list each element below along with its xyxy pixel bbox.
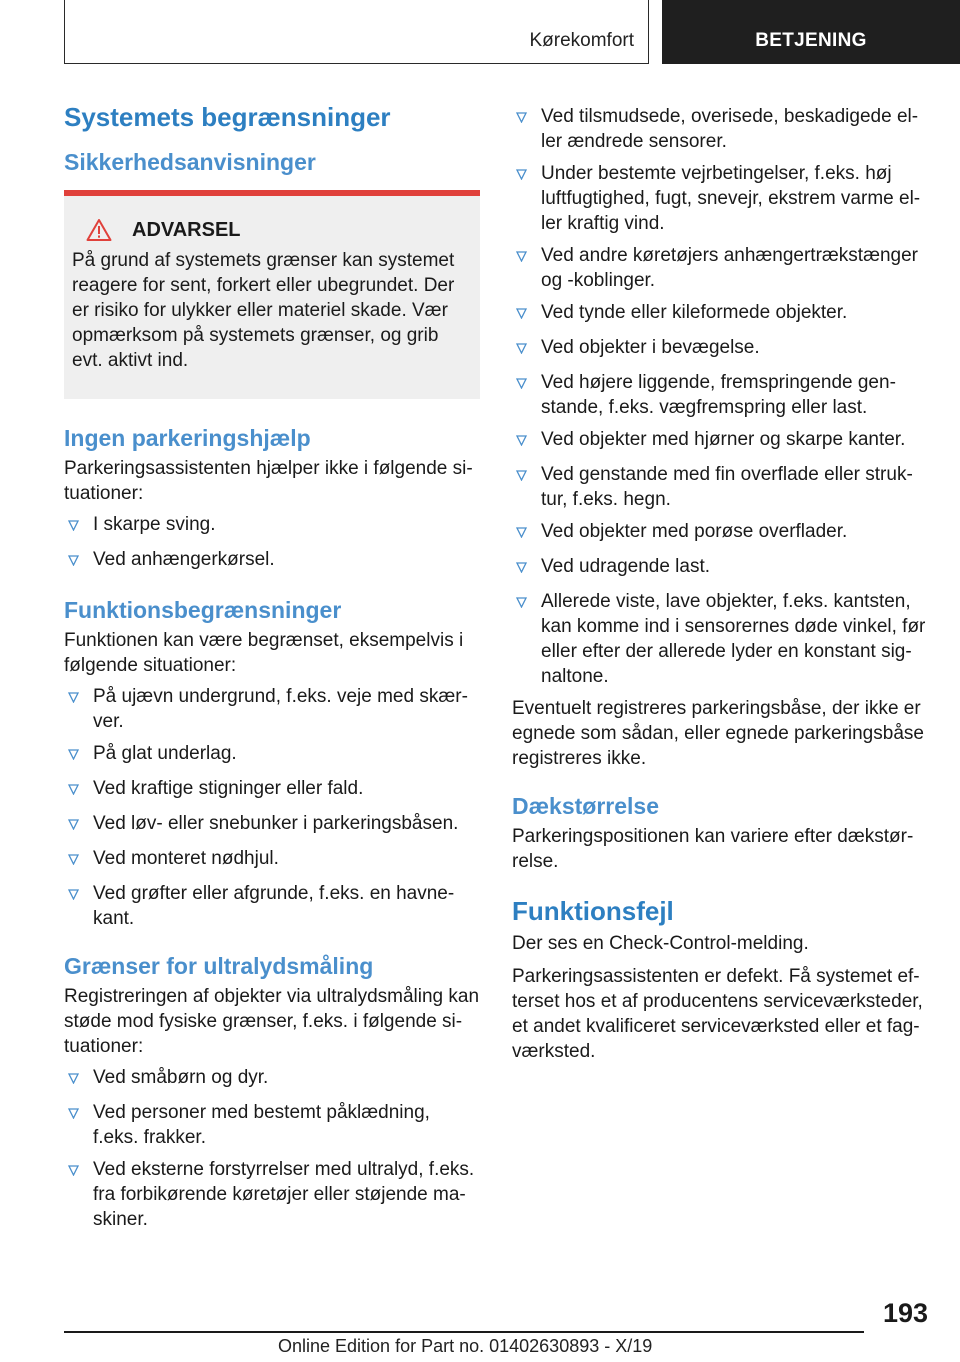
header-section: Kørekomfort (529, 30, 634, 51)
footer-divider (64, 1331, 864, 1333)
list-item (512, 161, 928, 236)
fault-text-1: Der ses en Check-Control-melding. (512, 933, 809, 954)
list-item (512, 335, 928, 363)
list-item (512, 462, 928, 512)
list-item (512, 427, 928, 455)
list-triangle-icon (512, 589, 541, 689)
list-triangle-icon (64, 1157, 93, 1232)
list-triangle-icon (64, 776, 93, 804)
no-parking-intro: Parkeringsassistenten hjælper ikke i følgende situationer: (64, 458, 473, 504)
heading-ultrasound: Grænser for ultralydsmåling (64, 953, 374, 979)
list-item (512, 370, 928, 420)
list-item-text: Ved genstande med fin overflade eller struktur, f.eks. hegn. (541, 464, 913, 510)
limits-list (64, 684, 480, 931)
list-item (64, 846, 480, 874)
list-triangle-icon (64, 1100, 93, 1150)
list-triangle-icon (64, 1065, 93, 1093)
list-item-text: Ved objekter i bevægelse. (541, 337, 760, 358)
list-item (512, 589, 928, 689)
list-triangle-icon (512, 243, 541, 293)
ultrasound-list (64, 1065, 480, 1232)
list-item (64, 881, 480, 931)
list-item (64, 512, 480, 540)
list-item-text: Under bestemte vejrbetingelser, f.eks. høj luftfugtighed, fugt, snevejr, ekstrem varme eller kraftig vind. (541, 163, 921, 234)
list-triangle-icon (64, 846, 93, 874)
list-item (512, 104, 928, 154)
heading-limits: Funktionsbegrænsninger (64, 597, 342, 623)
list-item (512, 519, 928, 547)
after-list-text: Eventuelt registreres parkeringsbåse, der ikke er egnede som sådan, eller egnede parkeringsbåse registreres ikke. (512, 698, 924, 769)
limits-intro: Funktionen kan være begrænset, eksempelvis i følgende situationer: (64, 630, 464, 676)
list-item (512, 300, 928, 328)
list-item (512, 243, 928, 293)
list-item-text: Ved andre køretøjers anhængertrækstænger og -koblinger. (541, 245, 919, 291)
no-parking-list (64, 512, 480, 575)
right-column (512, 100, 928, 1070)
left-column (64, 100, 480, 1239)
list-triangle-icon (64, 684, 93, 734)
list-item (64, 684, 480, 734)
list-triangle-icon (512, 335, 541, 363)
list-item (64, 1100, 480, 1150)
heading-tyre-size: Dækstørrelse (512, 793, 660, 819)
list-item-text: Ved småbørn og dyr. (93, 1067, 269, 1088)
page-title: Systemets begrænsninger (64, 102, 391, 132)
list-item-text: Ved objekter med hjørner og skarpe kanter. (541, 429, 906, 450)
list-item-text: Ved kraftige stigninger eller fald. (93, 778, 364, 799)
tyre-size-text: Parkeringspositionen kan variere efter dækstørrelse. (512, 826, 914, 872)
footer-edition: Online Edition for Part no. 01402630893 - X/19 (278, 1336, 653, 1356)
list-item-text: Ved løv- eller snebunker i parkeringsbåsen. (93, 813, 459, 834)
page-number: 193 (882, 1298, 928, 1328)
list-item-text: Ved monteret nødhjul. (93, 848, 279, 869)
list-item-text: Ved personer med bestemt påklædning, f.eks. frakker. (93, 1102, 430, 1148)
list-triangle-icon (64, 741, 93, 769)
list-item (64, 1065, 480, 1093)
list-triangle-icon (512, 161, 541, 236)
list-triangle-icon (64, 811, 93, 839)
list-item-text: Ved udragende last. (541, 556, 711, 577)
list-item-text: I skarpe sving. (93, 514, 216, 535)
list-item-text: Ved objekter med porøse overflader. (541, 521, 848, 542)
list-triangle-icon (512, 462, 541, 512)
list-item-text: Ved grøfter eller afgrunde, f.eks. en havnekant. (93, 883, 455, 929)
heading-fault: Funktionsfejl (512, 896, 674, 926)
warning-text: På grund af systemets grænser kan systemet reagere for sent, forkert eller ubegrundet. Der er risiko for ulykker eller materiel skade. Vær opmærksom på systemets grænser, og grib evt. aktivt ind. (72, 250, 455, 371)
list-item-text: Ved højere liggende, fremspringende genstande, f.eks. vægfremspring eller last. (541, 372, 896, 418)
list-item-text: Ved tilsmudsede, overisede, beskadigede eller ændrede sensorer. (541, 106, 919, 152)
list-triangle-icon (512, 104, 541, 154)
list-triangle-icon (512, 554, 541, 582)
list-triangle-icon (512, 427, 541, 455)
list-item-text: På ujævn undergrund, f.eks. veje med skærver. (93, 686, 468, 732)
warning-triangle-icon (86, 218, 112, 242)
list-item-text: På glat underlag. (93, 743, 237, 764)
list-triangle-icon (64, 881, 93, 931)
list-triangle-icon (512, 370, 541, 420)
list-item-text: Ved anhængerkørsel. (93, 549, 275, 570)
right-list (512, 104, 928, 689)
list-item-text: Ved eksterne forstyrrelser med ultralyd, f.eks. fra forbikørende køretøjer eller støjende maskiner. (93, 1159, 475, 1230)
warning-box (64, 190, 480, 399)
warning-label: ADVARSEL (132, 218, 241, 241)
list-item (64, 776, 480, 804)
list-item (64, 741, 480, 769)
list-triangle-icon (64, 512, 93, 540)
list-triangle-icon (64, 547, 93, 575)
heading-no-parking: Ingen parkeringshjælp (64, 425, 311, 451)
list-item-text: Ved tynde eller kileformede objekter. (541, 302, 848, 323)
fault-text-2: Parkeringsassistenten er defekt. Få systemet efterset hos et af producentens serviceværksteder, et andet kvalificeret serviceværksted eller et fagværksted. (512, 966, 923, 1062)
ultrasound-intro: Registreringen af objekter via ultralydsmåling kan støde mod fysiske grænser, f.eks. i følgende situationer: (64, 986, 480, 1057)
list-item (64, 811, 480, 839)
list-item (64, 1157, 480, 1232)
header-chapter: BETJENING (662, 0, 960, 64)
list-item-text: Allerede viste, lave objekter, f.eks. kantsten, kan komme ind i sensorernes døde vinkel, før eller efter der allerede lyder en konstant signaltone. (541, 591, 926, 687)
list-item (64, 547, 480, 575)
section-title-safety: Sikkerhedsanvisninger (64, 149, 316, 175)
list-triangle-icon (512, 300, 541, 328)
list-item (512, 554, 928, 582)
list-triangle-icon (512, 519, 541, 547)
